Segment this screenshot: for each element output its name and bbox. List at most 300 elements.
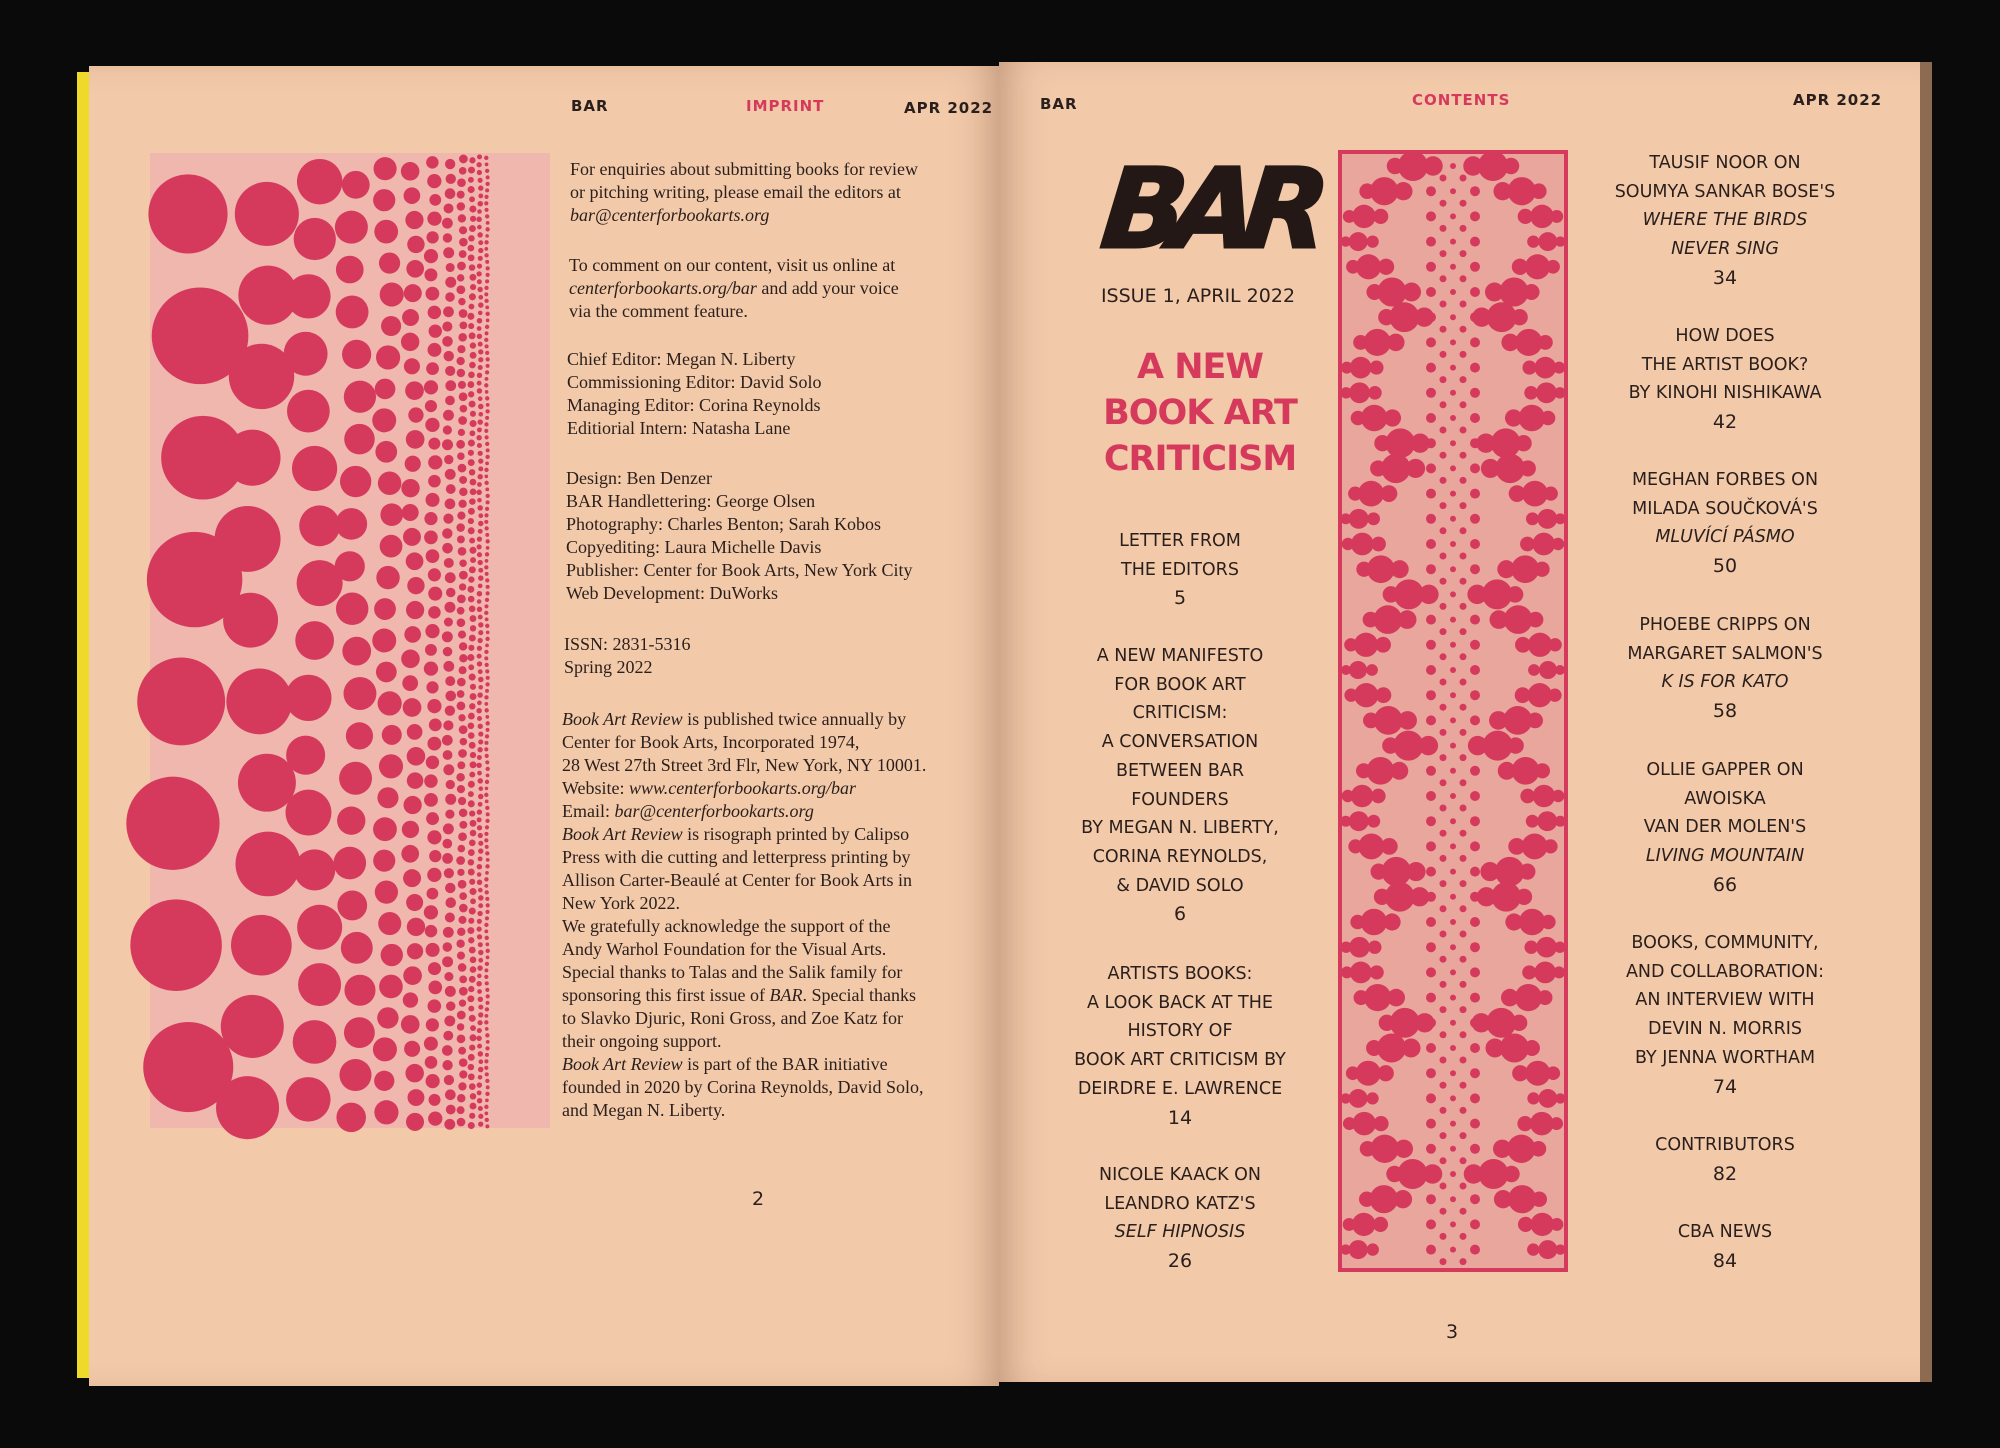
halftone-dot (469, 538, 475, 544)
pattern-bead (1534, 962, 1556, 984)
halftone-dot (442, 528, 452, 538)
halftone-dot (444, 972, 453, 981)
halftone-dot (443, 764, 454, 775)
toc-entry-line: HOW DOES (1675, 326, 1775, 346)
pattern-bead (1382, 737, 1398, 753)
halftone-dot (484, 884, 488, 888)
halftone-dot (426, 231, 438, 243)
halftone-dot (470, 820, 477, 827)
toc-entry-meghan-forbes[interactable] (1575, 466, 1875, 581)
pattern-bead (1470, 237, 1480, 247)
pattern-bead (1470, 262, 1480, 272)
halftone-dot (401, 1015, 420, 1034)
halftone-dot (486, 956, 490, 960)
halftone-dot (424, 531, 438, 545)
halftone-dot (469, 839, 476, 846)
pattern-bead (1426, 640, 1436, 650)
halftone-dot (458, 845, 466, 853)
halftone-dot (374, 157, 397, 180)
toc-entry-how-does-the-artist-book[interactable] (1575, 322, 1875, 437)
halftone-dot (443, 720, 453, 730)
halftone-dot (484, 838, 488, 842)
pattern-bead (1367, 815, 1380, 828)
halftone-dot (485, 871, 489, 875)
pattern-bead (1512, 1065, 1528, 1081)
pattern-bead (1527, 1092, 1539, 1104)
halftone-dot (478, 248, 483, 253)
pattern-bead (1550, 210, 1563, 223)
halftone-dot (459, 821, 467, 829)
halftone-dot (484, 240, 488, 244)
halftone-dot (336, 1103, 366, 1133)
halftone-dot (344, 424, 375, 455)
bar-website-link[interactable]: centerforbookarts.org/bar (569, 278, 757, 298)
toc-entry-line: FOR BOOK ART (1114, 674, 1246, 695)
halftone-dot (484, 481, 488, 485)
pattern-bead (1426, 791, 1436, 801)
pattern-bead (1349, 509, 1369, 529)
pattern-bead (1450, 566, 1456, 572)
halftone-dot (469, 703, 475, 709)
halftone-dot (485, 1099, 489, 1103)
halftone-dot (484, 338, 488, 342)
website-link[interactable]: www.centerforbookarts.org/bar (629, 778, 857, 798)
halftone-dot (478, 311, 483, 316)
halftone-dot (477, 934, 482, 939)
pattern-bead (1373, 209, 1388, 224)
editors-email-link[interactable]: bar@centerforbookarts.org (570, 205, 770, 225)
pattern-bead (1535, 763, 1550, 778)
pattern-bead (1440, 981, 1447, 988)
pattern-bead (1440, 351, 1447, 358)
halftone-dot (407, 943, 423, 959)
pattern-bead (1470, 841, 1480, 851)
halftone-dot (478, 1051, 483, 1056)
halftone-dot (404, 358, 420, 374)
halftone-dot (468, 450, 474, 456)
halftone-dot (484, 1112, 488, 1116)
halftone-dot (442, 853, 453, 864)
pattern-bead (1426, 766, 1436, 776)
halftone-dot (336, 256, 364, 284)
halftone-dot (485, 312, 489, 316)
pattern-bead (1375, 637, 1391, 653)
imprint-line: Center for Book Arts, Incorporated 1974, (562, 732, 860, 752)
halftone-dot (484, 793, 488, 797)
pattern-bead (1460, 1031, 1467, 1038)
halftone-dot (468, 177, 474, 183)
halftone-dot (442, 839, 452, 849)
halftone-dot (485, 559, 489, 563)
toc-entry-books-community-collaboration[interactable] (1575, 929, 1875, 1101)
pattern-bead (1450, 894, 1456, 900)
halftone-dot (484, 702, 488, 706)
halftone-dot (444, 1075, 454, 1085)
pattern-bead (1395, 1140, 1413, 1158)
pattern-bead (1501, 989, 1519, 1007)
credit-line: Publisher: Center for Book Arts, New York City (566, 560, 913, 580)
credit-line: Editiorial Intern: Natasha Lane (567, 418, 791, 438)
halftone-dot (485, 344, 489, 348)
halftone-dot (405, 1064, 423, 1082)
halftone-dot (486, 364, 490, 368)
halftone-dot (478, 404, 484, 410)
halftone-dot (469, 332, 476, 339)
halftone-dot (459, 583, 466, 590)
halftone-dot (377, 787, 398, 808)
halftone-dot (426, 362, 439, 375)
pattern-bead (1470, 867, 1480, 877)
halftone-dot (485, 806, 489, 810)
halftone-dot (468, 781, 475, 788)
toc-entry-ollie-gapper[interactable] (1575, 756, 1875, 900)
halftone-dot (477, 232, 482, 237)
toc-entry-line: CBA NEWS (1677, 1222, 1773, 1242)
toc-entry-line: PHOEBE CRIPPS ON (1639, 615, 1811, 635)
pattern-bead (1384, 409, 1401, 426)
halftone-dot (443, 1031, 453, 1041)
halftone-dot (486, 773, 490, 777)
toc-entry-cba-news[interactable] (1575, 1218, 1875, 1275)
halftone-dot (407, 236, 424, 253)
pattern-bead (1460, 376, 1467, 383)
pattern-bead (1343, 210, 1356, 223)
pattern-bead (1350, 357, 1372, 379)
issue-title (1060, 344, 1340, 482)
halftone-dot (377, 1007, 398, 1028)
halftone-dot (470, 956, 477, 963)
pattern-bead (1470, 715, 1480, 725)
halftone-dot (484, 1066, 488, 1070)
pattern-bead (1555, 665, 1565, 675)
halftone-dot (427, 699, 441, 713)
halftone-dot (458, 298, 465, 305)
pattern-bead (1344, 689, 1357, 702)
halftone-dot (484, 156, 488, 160)
pattern-bead (1440, 779, 1447, 786)
pattern-bead (1354, 990, 1369, 1005)
toc-entry-work-title: MLUVÍCÍ PÁSMO (1655, 527, 1795, 548)
credit-line: Copyediting: Laura Michelle Davis (566, 537, 822, 557)
imprint-text: Email: (562, 801, 615, 821)
pattern-bead (1426, 388, 1436, 398)
halftone-dot (457, 1011, 466, 1020)
pattern-bead (1516, 889, 1532, 905)
halftone-dot (477, 264, 482, 269)
halftone-dot (477, 209, 482, 214)
pattern-bead (1470, 615, 1480, 625)
toc-entry-phoebe-cripps[interactable] (1575, 611, 1875, 726)
pattern-bead (1470, 489, 1480, 499)
email-link[interactable]: bar@centerforbookarts.org (614, 801, 814, 821)
pattern-bead (1524, 940, 1537, 953)
pattern-bead (1450, 365, 1456, 371)
halftone-dot (458, 381, 466, 389)
pattern-bead (1460, 1132, 1467, 1139)
halftone-dot (484, 832, 488, 836)
halftone-dot (443, 306, 454, 317)
pattern-bead (1470, 186, 1480, 196)
halftone-dot (470, 693, 477, 700)
halftone-dot (428, 962, 441, 975)
pattern-bead (1450, 944, 1456, 950)
halftone-dot (469, 976, 476, 983)
pattern-bead (1440, 679, 1447, 686)
halftone-dot (215, 506, 281, 572)
halftone-dot (485, 760, 489, 764)
pattern-bead (1426, 161, 1436, 171)
halftone-dot (470, 615, 477, 622)
pattern-bead (1460, 1107, 1467, 1114)
halftone-dot (477, 661, 482, 666)
toc-entry-tausif-noor[interactable] (1575, 149, 1875, 293)
pattern-bead (1532, 533, 1555, 556)
halftone-dot (477, 825, 482, 830)
halftone-dot (405, 381, 424, 400)
halftone-dot (467, 995, 474, 1002)
halftone-dot (485, 1014, 489, 1018)
halftone-dot (445, 705, 455, 715)
toc-entry-letter-from-editors[interactable] (1030, 527, 1330, 613)
halftone-dot (443, 823, 454, 834)
halftone-dot (485, 591, 489, 595)
toc-entry-line: AWOISKA (1684, 788, 1766, 809)
pattern-bead (1485, 1039, 1504, 1058)
pattern-bead (1460, 1208, 1467, 1215)
halftone-dot (403, 966, 422, 985)
toc-entry-artists-books[interactable] (1030, 960, 1330, 1132)
pattern-bead (1359, 1191, 1374, 1206)
halftone-dot (443, 647, 453, 657)
halftone-dot (485, 507, 489, 511)
halftone-dot (485, 331, 489, 335)
halftone-dot (446, 1105, 456, 1115)
halftone-dot (344, 381, 376, 413)
halftone-dot (484, 929, 488, 933)
pattern-bead (1536, 382, 1557, 403)
pattern-bead (1368, 940, 1381, 953)
toc-entry-line: LEANDRO KATZ'S (1104, 1193, 1256, 1214)
halftone-dot (456, 523, 465, 532)
toc-entry-contributors[interactable] (1575, 1131, 1875, 1188)
pattern-bead (1520, 789, 1535, 804)
toc-entry-line: MARGARET SALMON'S (1627, 643, 1823, 664)
halftone-dot (335, 211, 368, 244)
halftone-dot (457, 202, 465, 210)
halftone-dot (373, 189, 395, 211)
halftone-dot (485, 260, 489, 264)
halftone-dot (444, 558, 454, 568)
pattern-bead (1450, 264, 1456, 270)
halftone-dot (445, 676, 455, 686)
halftone-dot (457, 690, 465, 698)
halftone-dot (426, 549, 440, 563)
pattern-bead (1460, 452, 1467, 459)
halftone-dot (426, 756, 439, 769)
pattern-bead (1450, 768, 1456, 774)
pattern-bead (1470, 1018, 1480, 1028)
halftone-dot (477, 334, 482, 339)
halftone-dot (469, 1044, 475, 1050)
pattern-bead (1470, 741, 1480, 751)
halftone-dot (344, 975, 375, 1006)
pattern-bead (1515, 435, 1531, 451)
halftone-dot (477, 771, 482, 776)
pattern-bead (1460, 779, 1467, 786)
pattern-bead (1440, 301, 1447, 308)
toc-entry-manifesto[interactable] (1030, 642, 1330, 929)
halftone-dot (486, 676, 490, 680)
halftone-dot (469, 947, 476, 954)
pattern-bead (1532, 1191, 1547, 1206)
halftone-dot (336, 296, 369, 329)
halftone-dot (407, 772, 424, 789)
halftone-dot (478, 365, 483, 370)
halftone-dot (477, 154, 482, 159)
halftone-dot (478, 521, 483, 526)
halftone-dot (404, 626, 421, 643)
pattern-bead (1470, 463, 1480, 473)
toc-entry-line: ARTISTS BOOKS: (1107, 964, 1253, 984)
issue-line: ISSUE 1, APRIL 2022 (1100, 285, 1296, 307)
pattern-bead (1426, 413, 1436, 423)
halftone-dot (478, 412, 483, 417)
halftone-dot (478, 1106, 483, 1111)
halftone-dot (130, 899, 222, 991)
halftone-dot (478, 451, 483, 456)
pattern-bead (1530, 205, 1553, 228)
halftone-dot (485, 416, 489, 420)
halftone-dot (486, 767, 490, 771)
pattern-bead (1440, 275, 1447, 282)
pattern-bead (1518, 1217, 1533, 1232)
halftone-dot (477, 326, 482, 331)
toc-entry-work-title: WHERE THE BIRDS (1642, 210, 1808, 231)
halftone-dot (484, 1059, 488, 1063)
pattern-bead (1426, 287, 1436, 297)
pattern-bead (1351, 533, 1374, 556)
halftone-dot (443, 247, 454, 258)
halftone-dot (427, 737, 441, 751)
pattern-bead (1520, 537, 1535, 552)
halftone-dot (445, 897, 456, 908)
halftone-dot (469, 196, 475, 202)
halftone-dot (485, 539, 489, 543)
pattern-bead (1426, 539, 1436, 549)
halftone-dot (458, 880, 467, 889)
halftone-dot (478, 685, 483, 690)
halftone-dot (445, 469, 456, 480)
pattern-bead (1363, 713, 1379, 729)
halftone-dot (428, 981, 442, 995)
halftone-dot (468, 937, 474, 943)
pattern-bead (1450, 995, 1456, 1001)
halftone-dot (428, 568, 441, 581)
halftone-dot (405, 211, 423, 229)
pattern-bead (1531, 1213, 1554, 1236)
halftone-dot (468, 849, 475, 856)
halftone-dot (285, 675, 331, 721)
pattern-bead (1341, 966, 1353, 978)
halftone-dot (469, 206, 476, 213)
halftone-dot (485, 617, 489, 621)
halftone-dot (478, 1114, 483, 1119)
pattern-bead (1470, 539, 1480, 549)
pattern-bead (1440, 250, 1447, 257)
imprint-submissions (570, 158, 918, 227)
pattern-bead (1341, 665, 1351, 675)
halftone-dot (459, 1070, 467, 1078)
halftone-dot (426, 943, 440, 957)
halftone-dot (477, 591, 482, 596)
pattern-bead (1470, 1245, 1480, 1255)
halftone-dot (445, 691, 456, 702)
pattern-bead (1538, 990, 1553, 1005)
halftone-dot (458, 333, 467, 342)
halftone-dot (458, 214, 466, 222)
halftone-dot (238, 754, 296, 812)
pattern-bead (1546, 1066, 1560, 1080)
halftone-dot (485, 799, 489, 803)
pattern-bead (1517, 1116, 1532, 1131)
pattern-bead (1460, 175, 1467, 182)
pattern-bead (1489, 711, 1508, 730)
pattern-bead (1440, 1157, 1447, 1164)
halftone-dot (468, 459, 475, 466)
halftone-dot (485, 279, 489, 283)
halftone-dot (407, 577, 424, 594)
halftone-dot (485, 663, 489, 667)
pattern-bead (1383, 586, 1399, 602)
halftone-dot (457, 702, 466, 711)
pattern-bead (1520, 460, 1536, 476)
halftone-dot (459, 322, 467, 330)
halftone-dot (470, 625, 476, 631)
pattern-bead (1440, 1208, 1447, 1215)
pattern-bead (1426, 993, 1436, 1003)
pattern-bead (1440, 1107, 1447, 1114)
pattern-bead (1450, 1171, 1456, 1177)
pattern-bead (1460, 603, 1467, 610)
logo-text: BAR (1096, 146, 1322, 274)
halftone-dot (478, 560, 483, 565)
halftone-dot (443, 425, 452, 434)
halftone-dot (477, 1098, 482, 1103)
halftone-dot (460, 738, 468, 746)
toc-entry-line: A CONVERSATION (1101, 732, 1259, 753)
halftone-dot (456, 285, 465, 294)
pattern-bead (1440, 729, 1447, 736)
pattern-bead (1440, 553, 1447, 560)
toc-entry-nicole-kaack[interactable] (1030, 1161, 1330, 1276)
pattern-bead (1480, 862, 1499, 881)
halftone-dot (231, 915, 292, 976)
pattern-bead (1450, 919, 1456, 925)
halftone-dot (477, 919, 482, 924)
pattern-bead (1460, 830, 1467, 837)
halftone-dot (137, 657, 225, 745)
halftone-dot (339, 762, 372, 795)
toc-page-number: 66 (1712, 873, 1738, 896)
pattern-bead (1524, 1040, 1540, 1056)
toc-entry-line: DEIRDRE E. LAWRENCE (1077, 1078, 1283, 1099)
pattern-bead (1493, 1140, 1511, 1158)
halftone-dot (470, 342, 476, 348)
halftone-dot (446, 1001, 455, 1010)
pattern-bead (1460, 200, 1467, 207)
pattern-bead (1460, 477, 1467, 484)
halftone-dot (284, 332, 328, 376)
